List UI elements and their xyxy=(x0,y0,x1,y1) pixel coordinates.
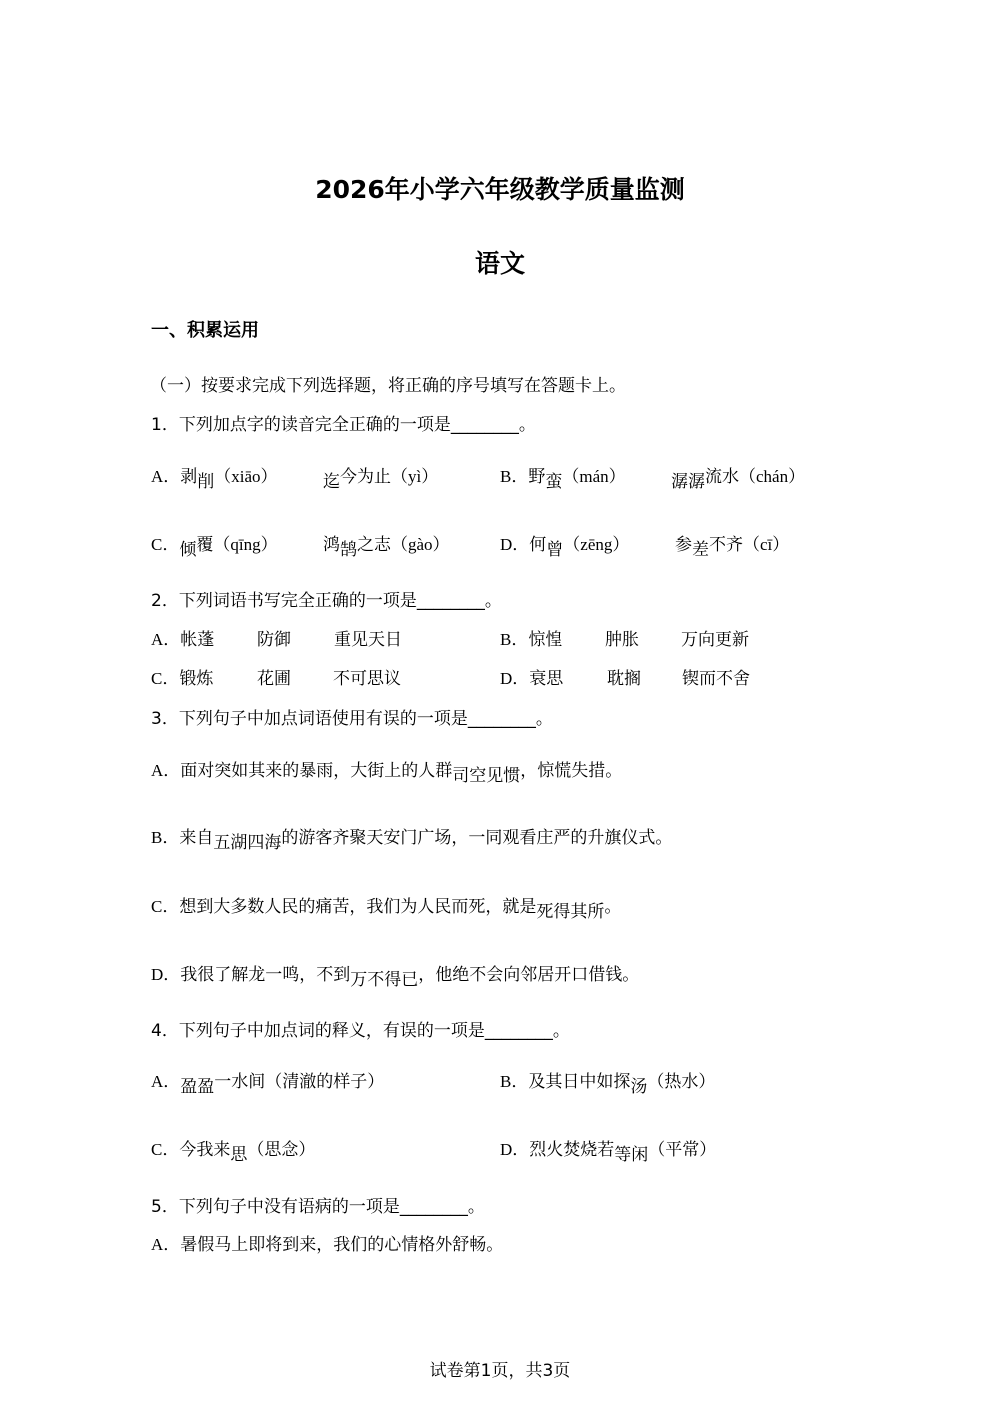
dotted-word: 汤 xyxy=(630,1077,648,1097)
word: 今为止 xyxy=(340,467,391,487)
q5-option-a xyxy=(151,1230,503,1255)
dotted-word: 思 xyxy=(230,1145,248,1165)
q2-word: 防御 xyxy=(257,630,291,650)
word: 衰思 xyxy=(529,669,564,689)
q2-word: 花圃 xyxy=(257,669,291,689)
dotted-word: 司空见惯 xyxy=(452,766,521,786)
q1-option-b-2 xyxy=(671,462,806,492)
text: （热水） xyxy=(647,1072,716,1092)
dotted-word: 五湖四海 xyxy=(213,833,282,853)
text: 面对突如其来的暴雨，大街上的人群 xyxy=(180,761,453,781)
part-instruction: （一）按要求完成下列选择题，将正确的序号填写在答题卡上。 xyxy=(150,376,626,396)
text: 我很了解龙一鸣，不到 xyxy=(180,965,351,985)
option-label: A． xyxy=(151,761,181,780)
q4-option-d xyxy=(500,1135,717,1165)
q4-option-c xyxy=(151,1135,316,1165)
option-label: B． xyxy=(500,630,529,649)
q1-option-a xyxy=(151,462,278,492)
text: 想到大多数人民的痛苦，我们为人民而死，就是 xyxy=(179,897,537,917)
option-label: D． xyxy=(500,669,530,688)
q2-word: 耽搁 xyxy=(607,669,641,689)
q2-option-b-label xyxy=(500,625,562,650)
dotted-char: 削 xyxy=(197,472,215,492)
pinyin: （xiāo） xyxy=(214,467,278,486)
option-label: A． xyxy=(151,630,181,649)
dotted-char: 迄 xyxy=(323,472,340,492)
word: 之志 xyxy=(357,535,391,555)
pinyin: （mán） xyxy=(562,467,626,486)
exam-title: 2026年小学六年级教学质量监测 xyxy=(315,175,685,204)
dotted-word: 万不得已 xyxy=(350,970,419,990)
dotted-char: 鹄 xyxy=(340,540,357,560)
dotted-char: 曾 xyxy=(546,540,564,560)
dotted-char: 倾 xyxy=(179,540,197,560)
word: 覆 xyxy=(196,535,214,555)
word: 帐蓬 xyxy=(180,630,215,650)
q1-stem: 1．下列加点字的读音完全正确的一项是________。 xyxy=(151,415,536,435)
pinyin: （yì） xyxy=(391,467,439,486)
q3-stem: 3．下列句子中加点词语使用有误的一项是________。 xyxy=(151,709,553,729)
q1-option-a-2 xyxy=(323,462,439,492)
pinyin: （cī） xyxy=(743,535,790,554)
q2-option-c-label xyxy=(151,664,213,689)
text: 来自 xyxy=(179,828,214,848)
text: ，他绝不会向邻居开口借钱。 xyxy=(418,965,640,985)
q3-option-a xyxy=(151,756,623,786)
word: 不齐 xyxy=(709,535,743,555)
q2-option-d-label xyxy=(500,664,563,689)
word: 参 xyxy=(675,535,692,555)
word: 流水 xyxy=(705,467,739,487)
option-label: C． xyxy=(151,669,180,688)
q2-stem: 2．下列词语书写完全正确的一项是________。 xyxy=(151,591,502,611)
q5-stem: 5．下列句子中没有语病的一项是________。 xyxy=(151,1197,485,1217)
option-label: D． xyxy=(500,1140,530,1159)
pinyin: （zēng） xyxy=(563,535,630,554)
text: （平常） xyxy=(648,1140,717,1160)
dotted-char: 潺潺 xyxy=(671,472,705,492)
word: 惊惶 xyxy=(528,630,563,650)
text: 及其日中如探 xyxy=(528,1072,631,1092)
q4-option-a xyxy=(151,1067,385,1097)
dotted-word: 盈盈 xyxy=(180,1077,215,1097)
option-label: A． xyxy=(151,1072,181,1091)
option-label: D． xyxy=(151,965,181,984)
q2-option-a-label xyxy=(151,625,214,650)
option-label: B． xyxy=(500,467,529,486)
dotted-char: 差 xyxy=(692,540,709,560)
text: 今我来 xyxy=(179,1140,231,1160)
word: 剥 xyxy=(180,467,198,487)
word: 何 xyxy=(529,535,547,555)
text: ，惊慌失措。 xyxy=(520,761,623,781)
q2-word: 肿胀 xyxy=(605,630,639,650)
subject-title: 语文 xyxy=(474,249,525,278)
word: 锻炼 xyxy=(179,669,214,689)
q4-option-b xyxy=(500,1067,716,1097)
pinyin: （qīng） xyxy=(213,535,278,554)
q2-word: 锲而不舍 xyxy=(682,669,750,689)
pinyin: （gào） xyxy=(391,535,450,554)
q1-option-c xyxy=(151,530,278,560)
option-label: C． xyxy=(151,535,180,554)
word: 野 xyxy=(528,467,546,487)
dotted-char: 蛮 xyxy=(545,472,563,492)
section-heading: 一、积累运用 xyxy=(151,320,259,341)
q3-option-b xyxy=(151,823,673,853)
text: 的游客齐聚天安门广场，一同观看庄严的升旗仪式。 xyxy=(281,828,673,848)
dotted-word: 死得其所 xyxy=(536,902,605,922)
word: 鸿 xyxy=(323,535,340,555)
text: 暑假马上即将到来，我们的心情格外舒畅。 xyxy=(180,1235,504,1255)
option-label: B． xyxy=(151,828,180,847)
text: 。 xyxy=(604,897,622,917)
option-label: C． xyxy=(151,897,180,916)
q4-stem: 4．下列句子中加点词的释义，有误的一项是________。 xyxy=(151,1021,570,1041)
q2-word: 重见天日 xyxy=(334,630,402,650)
text: 一水间（清澈的样子） xyxy=(214,1072,385,1092)
option-label: A． xyxy=(151,467,181,486)
text: 烈火焚烧若 xyxy=(529,1140,615,1160)
q1-option-d-2 xyxy=(675,530,790,560)
q1-option-d xyxy=(500,530,630,560)
page-footer: 试卷第1页，共3页 xyxy=(429,1361,571,1381)
q3-option-c xyxy=(151,892,622,922)
option-label: C． xyxy=(151,1140,180,1159)
q1-option-c-2 xyxy=(323,530,450,560)
option-label: B． xyxy=(500,1072,529,1091)
dotted-word: 等闲 xyxy=(614,1145,649,1165)
q3-option-d xyxy=(151,960,640,990)
q2-word: 不可思议 xyxy=(333,669,401,689)
option-label: A． xyxy=(151,1235,181,1254)
pinyin: （chán） xyxy=(739,467,806,486)
text: （思念） xyxy=(247,1140,316,1160)
option-label: D． xyxy=(500,535,530,554)
q2-word: 万向更新 xyxy=(681,630,749,650)
q1-option-b xyxy=(500,462,626,492)
